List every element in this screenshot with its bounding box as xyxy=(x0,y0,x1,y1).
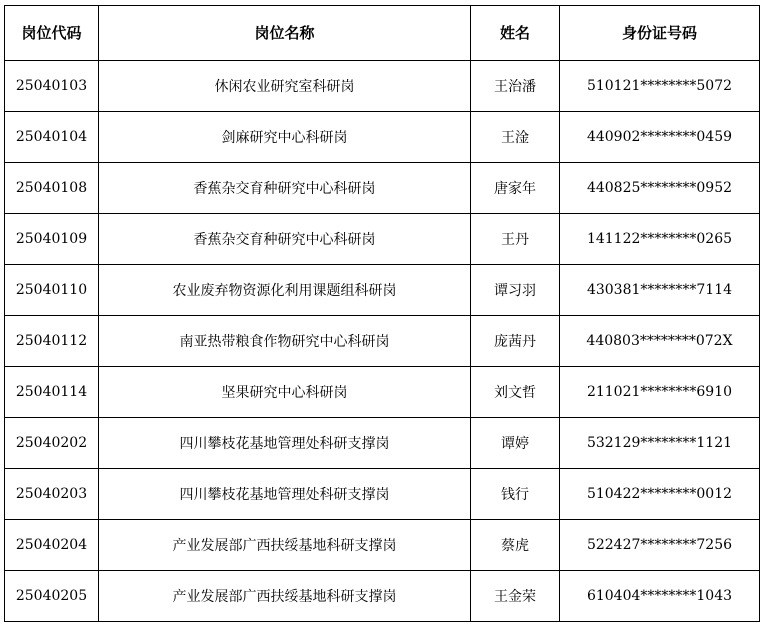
cell-id-number: 430381********7114 xyxy=(560,265,760,316)
table-row xyxy=(5,61,760,112)
cell-id-number: 510121********5072 xyxy=(560,61,760,112)
cell-position-name: 产业发展部广西扶绥基地科研支撑岗 xyxy=(99,520,471,571)
cell-position-name: 四川攀枝花基地管理处科研支撑岗 xyxy=(99,418,471,469)
cell-name: 王金荣 xyxy=(471,571,560,622)
cell-id-number: 522427********7256 xyxy=(560,520,760,571)
cell-position-code: 25040109 xyxy=(5,214,99,265)
table-row xyxy=(5,520,760,571)
table-row xyxy=(5,418,760,469)
header-position-name: 岗位名称 xyxy=(99,6,471,61)
cell-id-number: 440803********072X xyxy=(560,316,760,367)
cell-position-code: 25040202 xyxy=(5,418,99,469)
table-row xyxy=(5,214,760,265)
cell-position-name: 剑麻研究中心科研岗 xyxy=(99,112,471,163)
cell-position-name: 四川攀枝花基地管理处科研支撑岗 xyxy=(99,469,471,520)
cell-id-number: 440825********0952 xyxy=(560,163,760,214)
table-row xyxy=(5,163,760,214)
cell-name: 庞茜丹 xyxy=(471,316,560,367)
cell-id-number: 141122********0265 xyxy=(560,214,760,265)
cell-name: 王淦 xyxy=(471,112,560,163)
cell-position-code: 25040104 xyxy=(5,112,99,163)
cell-position-code: 25040204 xyxy=(5,520,99,571)
cell-name: 谭习羽 xyxy=(471,265,560,316)
cell-position-code: 25040205 xyxy=(5,571,99,622)
cell-position-name: 农业废弃物资源化利用课题组科研岗 xyxy=(99,265,471,316)
cell-position-name: 南亚热带粮食作物研究中心科研岗 xyxy=(99,316,471,367)
personnel-table xyxy=(4,5,760,622)
cell-position-code: 25040108 xyxy=(5,163,99,214)
cell-position-name: 香蕉杂交育种研究中心科研岗 xyxy=(99,214,471,265)
cell-name: 唐家年 xyxy=(471,163,560,214)
cell-position-code: 25040203 xyxy=(5,469,99,520)
cell-position-name: 坚果研究中心科研岗 xyxy=(99,367,471,418)
cell-name: 王治潘 xyxy=(471,61,560,112)
cell-name: 谭婷 xyxy=(471,418,560,469)
header-id-number: 身份证号码 xyxy=(560,6,760,61)
cell-name: 蔡虎 xyxy=(471,520,560,571)
cell-id-number: 510422********0012 xyxy=(560,469,760,520)
cell-name: 刘文哲 xyxy=(471,367,560,418)
cell-id-number: 211021********6910 xyxy=(560,367,760,418)
table-row xyxy=(5,571,760,622)
cell-name: 钱行 xyxy=(471,469,560,520)
cell-position-name: 香蕉杂交育种研究中心科研岗 xyxy=(99,163,471,214)
cell-id-number: 610404********1043 xyxy=(560,571,760,622)
table-row xyxy=(5,112,760,163)
cell-id-number: 440902********0459 xyxy=(560,112,760,163)
cell-id-number: 532129********1121 xyxy=(560,418,760,469)
cell-name: 王丹 xyxy=(471,214,560,265)
header-position-code: 岗位代码 xyxy=(5,6,99,61)
cell-position-code: 25040114 xyxy=(5,367,99,418)
cell-position-name: 产业发展部广西扶绥基地科研支撑岗 xyxy=(99,571,471,622)
cell-position-code: 25040112 xyxy=(5,316,99,367)
header-row xyxy=(5,6,760,61)
cell-position-code: 25040103 xyxy=(5,61,99,112)
table-row xyxy=(5,367,760,418)
cell-position-code: 25040110 xyxy=(5,265,99,316)
table-row xyxy=(5,469,760,520)
table-row xyxy=(5,265,760,316)
table-row xyxy=(5,316,760,367)
cell-position-name: 休闲农业研究室科研岗 xyxy=(99,61,471,112)
header-name: 姓名 xyxy=(471,6,560,61)
